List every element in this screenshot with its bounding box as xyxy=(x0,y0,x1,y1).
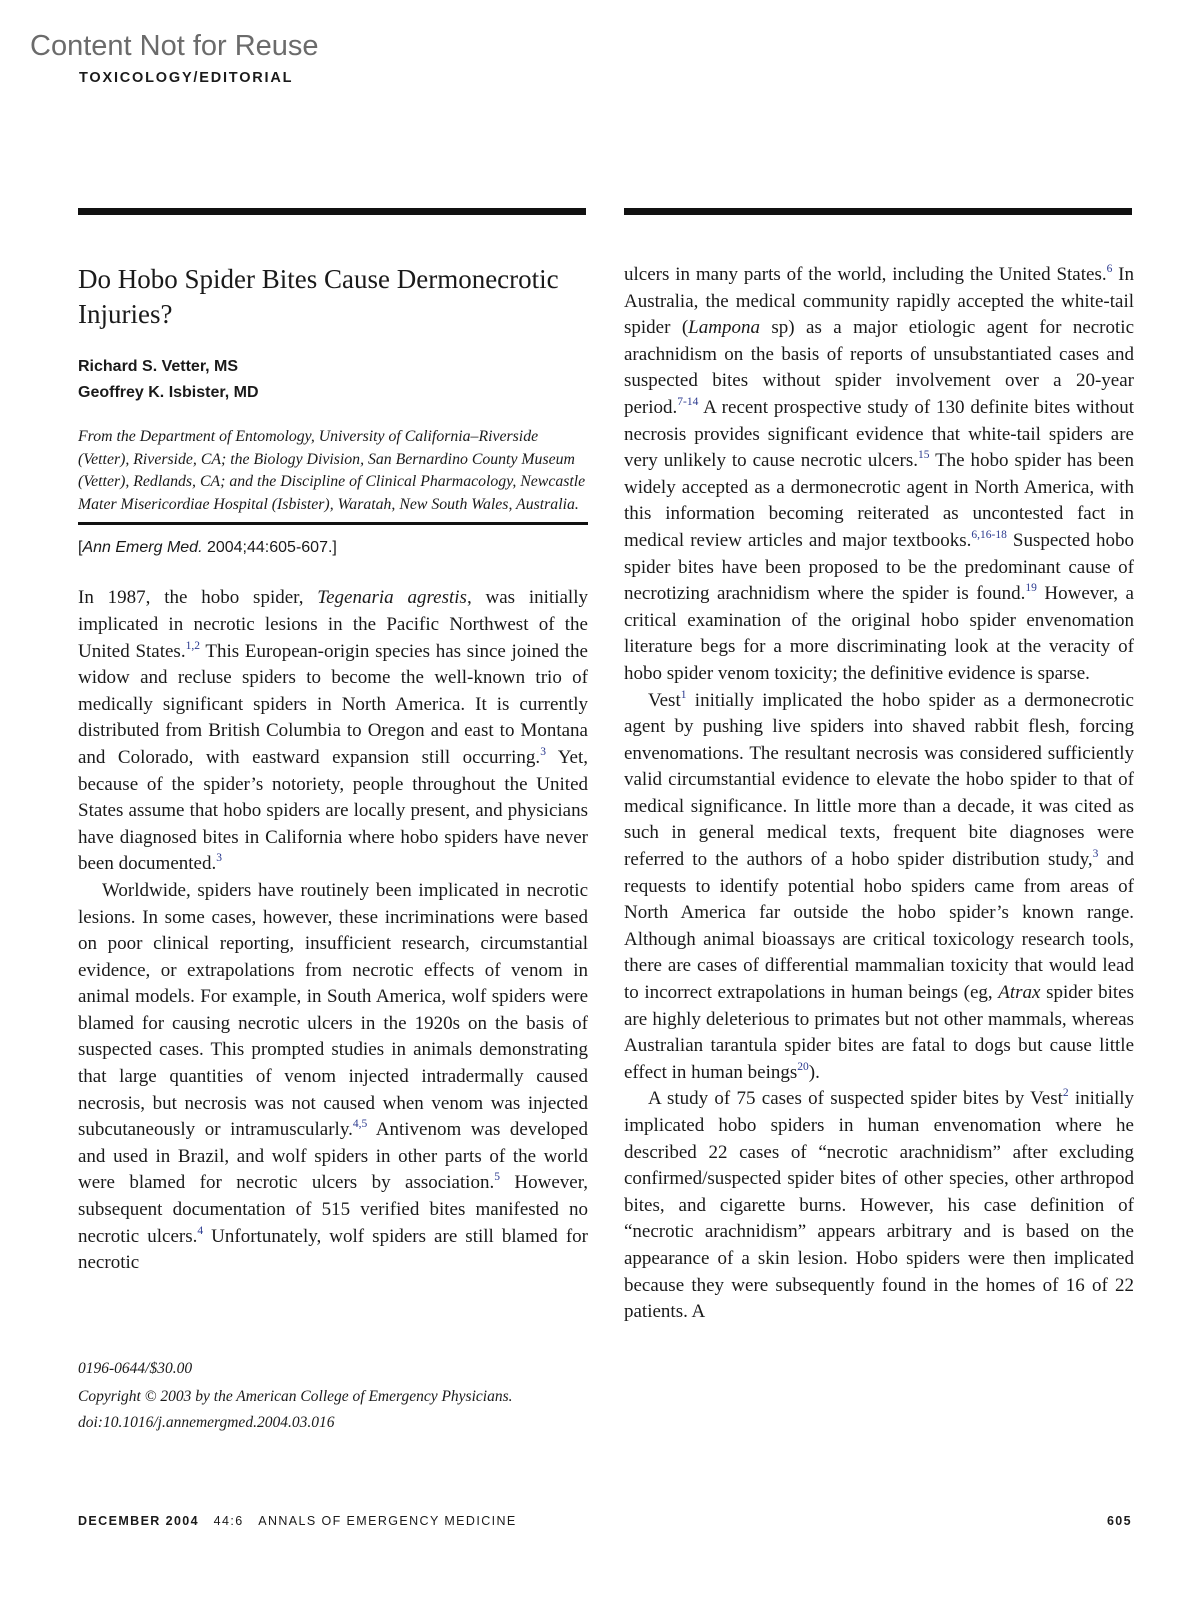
reference-link[interactable]: 3 xyxy=(216,852,222,865)
text-run: In 1987, the hobo spider, xyxy=(78,587,318,609)
reference-link[interactable]: 3 xyxy=(540,745,546,758)
text-run: Vest xyxy=(648,689,681,711)
article-title: Do Hobo Spider Bites Cause Dermonecrotic Injuries? xyxy=(78,264,559,329)
page-number: 605 xyxy=(1106,1514,1132,1528)
author-affiliation: From the Department of Entomology, University of California–Riverside (Vetter), Riverside, CA; the Biology Division, San Bernardino County Museum (Vetter), Redlands, CA; and the Discipline of Clinical Pharmacology, Newcastle Mater Misericordiae Hospital (Isbister), Waratah, New South Wales, Australia. xyxy=(78,426,588,525)
doi-link[interactable]: doi:10.1016/j.annemergmed.2004.03.016 xyxy=(78,1414,335,1431)
text-run: In Australia, the medical community rapidly accepted the white-tail spider ( xyxy=(624,264,1135,339)
reference-link[interactable]: 3 xyxy=(1092,848,1099,861)
text-run: , was initially implicated in necrotic lesions in the Pacific Northwest of the United States. xyxy=(78,587,588,662)
reference-link[interactable]: 4,5 xyxy=(352,1118,368,1131)
citation-bracket: [ xyxy=(78,539,83,557)
text-run: initially implicated the hobo spider as a dermonecrotic agent by pushing live spiders into shaved rabbit flesh, forcing envenomations. The resultant necrosis was considered sufficiently valid circumstantial evidence to elevate the hobo spider to that of medical significance. In little more than a decade, it was cited as such in general medical texts, frequent bite diagnoses were referred to the authors of a hobo spider distribution study, xyxy=(624,689,1134,871)
author-name: Richard S. Vetter, MS xyxy=(78,358,239,375)
text-run: Antivenom was developed and used in Brazil, and wolf spiders in other parts of the world were blamed for necrotic ulcers by association. xyxy=(78,1119,588,1194)
citation-journal: Ann Emerg Med. xyxy=(82,539,203,557)
text-run: A study of 75 cases of suspected spider bites by Vest xyxy=(648,1088,1063,1110)
reference-link[interactable]: 20 xyxy=(797,1060,809,1073)
body-paragraph xyxy=(624,688,1134,1087)
text-run: initially implicated hobo spiders in human envenomation where he described 22 cases of “necrotic arachnidism” after excluding confirmed/suspected spider bites of other species, other arthropod bites, and cigarette burns. However, his case definition of “necrotic arachnidism” appears arbitrary and is based on the appearance of a skin lesion. Hobo spiders were then implicated because they were subsequently found in the homes of 16 of 22 patients. A xyxy=(624,1088,1135,1323)
reference-link[interactable]: 7-14 xyxy=(677,395,699,408)
issue-number: 44:6 xyxy=(213,1514,244,1528)
section-label: TOXICOLOGY/EDITORIAL xyxy=(79,70,294,86)
watermark: Content Not for Reuse xyxy=(30,30,319,62)
text-run: Worldwide, spiders have routinely been implicated in necrotic lesions. In some cases, however, these incriminations were based on poor clinical reporting, insufficient research, circumstantial evidence, or extrapolations from necrotic effects of venom in animal models. For example, in South America, wolf spiders were blamed for causing necrotic ulcers in the 1920s on the basis of suspected cases. This prompted studies in animals demonstrating that large quantities of venom injected intradermally caused necrosis, but necrosis was not caused when venom was injected subcutaneously or intramuscularly. xyxy=(78,879,588,1141)
species-name: Atrax xyxy=(998,982,1041,1004)
reference-link[interactable]: 6,16-18 xyxy=(971,528,1007,541)
text-run: ). xyxy=(808,1061,820,1083)
reference-link[interactable]: 15 xyxy=(917,449,930,462)
text-run: ulcers in many parts of the world, including the United States. xyxy=(624,264,1107,285)
reference-link[interactable]: 6 xyxy=(1106,262,1113,275)
text-run: A recent prospective study of 130 definite bites without necrosis provides significant evidence that white-tail spiders are very unlikely to cause necrotic ulcers. xyxy=(624,396,1134,472)
citation-volume: 2004;44:605-607.] xyxy=(202,539,337,557)
top-rule-right xyxy=(624,208,1132,215)
text-run: However, subsequent documentation of 515 verified bites manifested no necrotic ulcers. xyxy=(78,1172,589,1247)
text-run: Suspected hobo spider bites have been proposed to be the predominant cause of necrotizing arachnidism where the spider is found. xyxy=(624,529,1134,605)
species-name: Tegenaria agrestis xyxy=(317,587,467,609)
text-run: sp) as a major etiologic agent for necrotic arachnidism on the basis of reports of unsubstantiated cases and suspected bites without spider involvement over a 20-year period. xyxy=(624,317,1134,418)
article-footnotes xyxy=(78,1360,588,1440)
reference-link[interactable]: 1,2 xyxy=(185,639,200,652)
right-column xyxy=(624,262,1134,1326)
left-column xyxy=(78,262,588,1277)
body-paragraph xyxy=(78,585,588,878)
text-run: The hobo spider has been widely accepted as a dermonecrotic agent in North America, with this information becoming reiterated as uncontested fact in medical review articles and major textbooks. xyxy=(624,450,1134,551)
reference-link[interactable]: 19 xyxy=(1025,582,1037,595)
text-run: However, a critical examination of the original hobo spider envenomation literature begs for a more discriminating look at the veracity of hobo spider venom toxicity; the definitive evidence is sparse. xyxy=(624,583,1134,684)
copyright-notice: Copyright © 2003 by the American College of Emergency Physicians. xyxy=(78,1388,513,1405)
species-name: Lampona xyxy=(688,317,760,339)
text-run: Yet, because of the spider’s notoriety, people throughout the United States assume that hobo spiders are locally present, and physicians have diagnosed bites in California where hobo spiders have never been documented. xyxy=(78,746,588,875)
reference-link[interactable]: 1 xyxy=(680,688,687,701)
body-paragraph xyxy=(78,878,588,1277)
reference-link[interactable]: 5 xyxy=(494,1171,500,1184)
price-code: 0196-0644/$30.00 xyxy=(78,1360,193,1377)
text-run: Unfortunately, wolf spiders are still blamed for necrotic xyxy=(78,1225,588,1274)
journal-citation xyxy=(78,539,588,557)
reference-link[interactable]: 2 xyxy=(1062,1087,1069,1100)
page-footer xyxy=(78,1514,1132,1528)
issue-date: DECEMBER 2004 xyxy=(78,1514,200,1528)
top-rule-left xyxy=(78,208,586,215)
reference-link[interactable]: 4 xyxy=(197,1224,204,1237)
body-paragraph xyxy=(624,1086,1134,1325)
text-run: This European-origin species has since joined the widow and recluse spiders to become the well-known trio of medically significant spiders in North America. It is currently distributed from British Columbia to Oregon and east to Montana and Colorado, with eastward expansion still occurring. xyxy=(78,640,588,768)
author-name: Geoffrey K. Isbister, MD xyxy=(78,384,259,401)
body-paragraph xyxy=(624,262,1134,688)
journal-name: ANNALS OF EMERGENCY MEDICINE xyxy=(258,1514,517,1528)
text-run: and requests to identify potential hobo spiders came from areas of North America far outside the hobo spider’s known range. Although animal bioassays are critical toxicology research tools, there are cases of differential mammalian toxicity that would lead to incorrect extrapolations in human beings (eg, xyxy=(624,849,1135,1004)
text-run: spider bites are highly deleterious to primates but not other mammals, whereas Australian tarantula spider bites are fatal to dogs but cause little effect in human beings xyxy=(624,982,1134,1083)
author-list xyxy=(78,354,588,406)
